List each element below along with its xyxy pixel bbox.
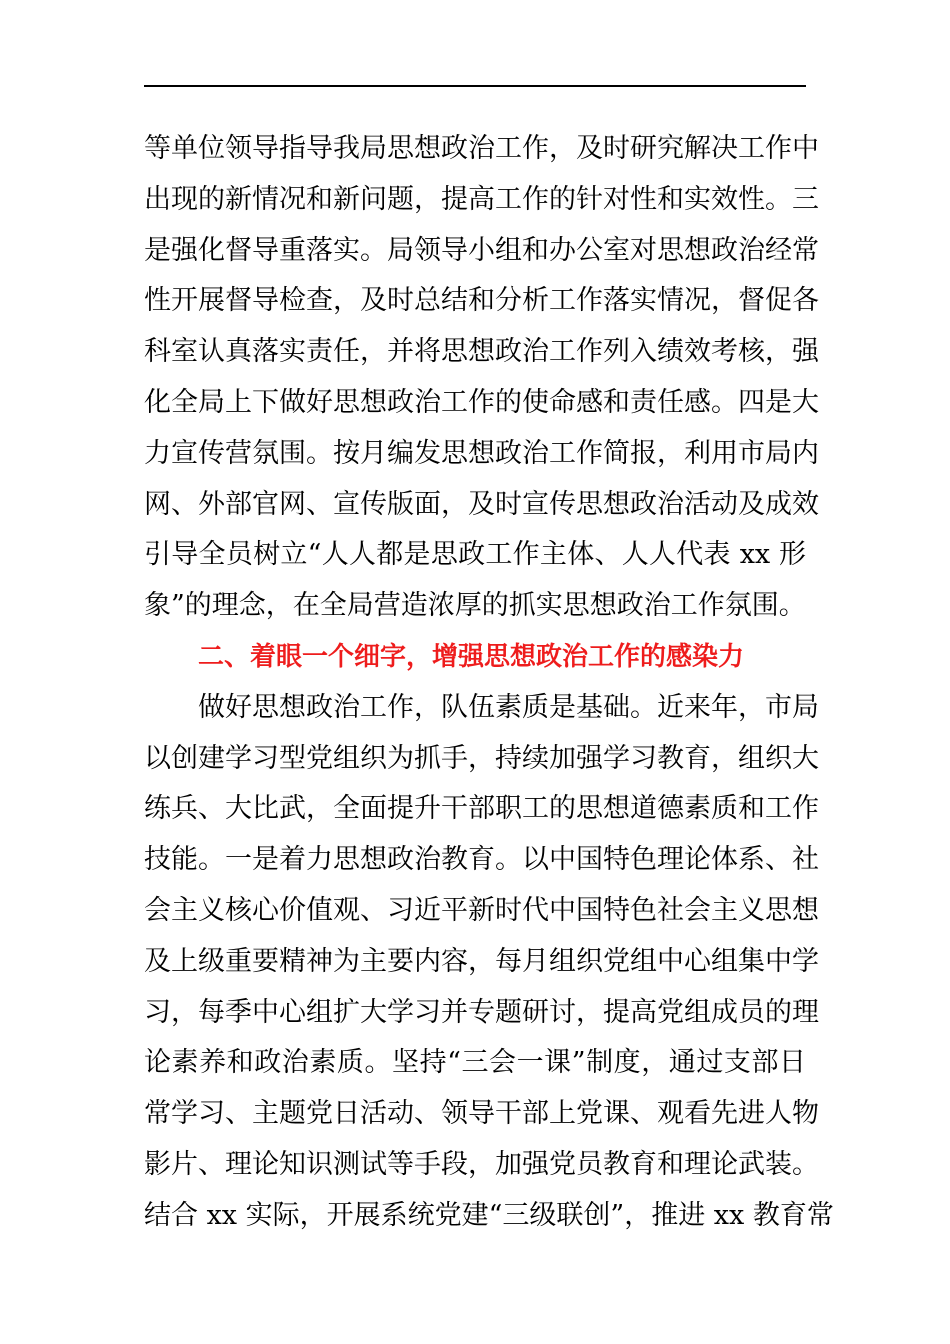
text-line: 出现的新情况和新问题，提高工作的针对性和实效性。三 <box>144 183 819 215</box>
text-line: 做好思想政治工作，队伍素质是基础。近来年，市局 <box>198 691 819 723</box>
text-line: 力宣传营氛围。按月编发思想政治工作简报，利用市局内 <box>144 437 819 469</box>
text-line: 等单位领导指导我局思想政治工作，及时研究解决工作中 <box>144 133 819 164</box>
text-line: 以创建学习型党组织为抓手，持续加强学习教育，组织大 <box>144 742 819 774</box>
text-line: 论素养和政治素质。坚持“三会一课”制度，通过支部日 <box>144 1047 806 1079</box>
section-heading: 二、着眼一个细字，增强思想政治工作的感染力 <box>198 641 745 672</box>
text-line: 引导全员树立“人人都是思政工作主体、人人代表 xx 形 <box>144 539 806 571</box>
text-line: 影片、理论知识测试等手段，加强党员教育和理论武装。 <box>144 1148 819 1180</box>
header-rule <box>144 85 806 87</box>
text-line: 结合 xx 实际，开展系统党建“三级联创”，推进 xx 教育常 <box>144 1199 834 1231</box>
text-line: 会主义核心价值观、习近平新时代中国特色社会主义思想 <box>144 894 819 926</box>
paragraph-2 <box>144 683 834 1242</box>
text-line: 网、外部官网、宣传版面，及时宣传思想政治活动及成效 <box>144 488 819 520</box>
text-line: 象”的理念，在全局营造浓厚的抓实思想政治工作氛围。 <box>144 590 806 622</box>
text-line: 化全局上下做好思想政治工作的使命感和责任感。四是大 <box>144 386 819 418</box>
text-line: 科室认真落实责任，并将思想政治工作列入绩效考核，强 <box>144 336 819 368</box>
text-line: 性开展督导检查，及时总结和分析工作落实情况，督促各 <box>144 285 819 317</box>
text-line: 练兵、大比武，全面提升干部职工的思想道德素质和工作 <box>144 793 819 825</box>
paragraph-1 <box>144 124 819 632</box>
text-line: 及上级重要精神为主要内容，每月组织党组中心组集中学 <box>144 945 819 977</box>
text-line: 是强化督导重落实。局领导小组和办公室对思想政治经常 <box>144 234 819 266</box>
document-body <box>144 124 834 1242</box>
text-line: 常学习、主题党日活动、领导干部上党课、观看先进人物 <box>144 1098 819 1130</box>
text-line: 技能。一是着力思想政治教育。以中国特色理论体系、社 <box>144 844 819 876</box>
text-line: 习，每季中心组扩大学习并专题研讨，提高党组成员的理 <box>144 996 819 1028</box>
